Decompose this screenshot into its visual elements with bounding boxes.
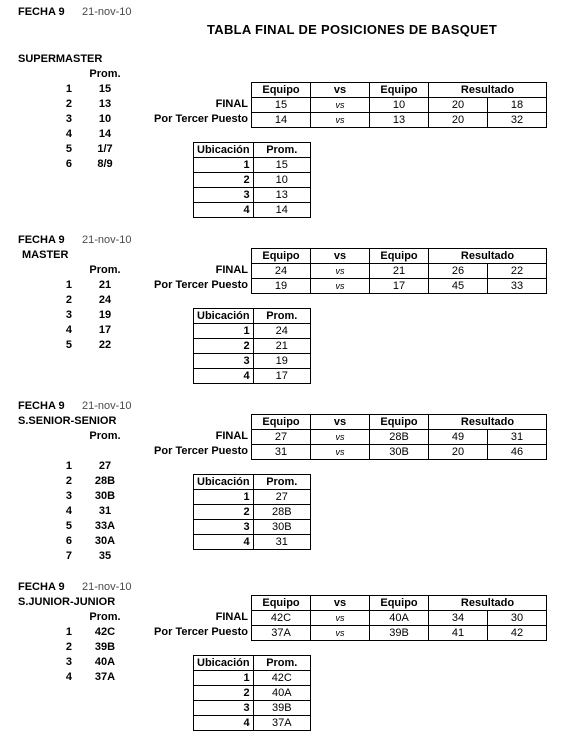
ubicacion-value: 31 xyxy=(253,535,310,550)
standing-value: 17 xyxy=(98,324,112,336)
table-row xyxy=(194,505,311,520)
standing-value: 27 xyxy=(98,460,112,472)
final-label: FINAL xyxy=(215,611,248,623)
vs-cell: vs xyxy=(311,445,370,460)
vs-cell: vs xyxy=(311,626,370,641)
team2-cell: 28B xyxy=(370,430,429,445)
table-row xyxy=(194,701,311,716)
ubicacion-pos: 4 xyxy=(194,535,254,550)
ubicacion-value: 42C xyxy=(253,671,310,686)
table-row xyxy=(252,445,547,460)
score2-cell: 18 xyxy=(488,98,547,113)
equipo-header: Equipo xyxy=(370,596,429,611)
resultado-header: Resultado xyxy=(429,83,547,98)
team2-cell: 30B xyxy=(370,445,429,460)
third-place-label: Por Tercer Puesto xyxy=(154,445,248,457)
ubicacion-table xyxy=(193,655,311,731)
third-place-label: Por Tercer Puesto xyxy=(154,626,248,638)
resultado-header: Resultado xyxy=(429,596,547,611)
team1-cell: 24 xyxy=(252,264,311,279)
final-label: FINAL xyxy=(215,264,248,276)
prom-header: Prom. xyxy=(253,143,310,158)
prom-header: Prom. xyxy=(253,656,310,671)
table-row xyxy=(252,626,547,641)
standing-pos: 3 xyxy=(65,656,72,668)
fecha-label: FECHA 9 xyxy=(18,234,65,246)
score2-cell: 42 xyxy=(488,626,547,641)
table-row xyxy=(252,98,547,113)
ubicacion-header: Ubicación xyxy=(194,656,254,671)
third-place-label: Por Tercer Puesto xyxy=(154,113,248,125)
fecha-date: 21-nov-10 xyxy=(82,6,132,18)
ubicacion-value: 30B xyxy=(253,520,310,535)
table-row xyxy=(194,173,311,188)
score1-cell: 20 xyxy=(429,113,488,128)
table-row xyxy=(194,490,311,505)
standing-value: 33A xyxy=(94,520,116,532)
standing-pos: 6 xyxy=(65,158,72,170)
ubicacion-table xyxy=(193,474,311,550)
team1-cell: 14 xyxy=(252,113,311,128)
ubicacion-pos: 3 xyxy=(194,354,254,369)
standing-pos: 2 xyxy=(65,475,72,487)
standing-pos: 1 xyxy=(65,279,72,291)
ubicacion-pos: 1 xyxy=(194,671,254,686)
final-label: FINAL xyxy=(215,98,248,110)
table-row xyxy=(194,339,311,354)
team1-cell: 27 xyxy=(252,430,311,445)
equipo-header: Equipo xyxy=(252,83,311,98)
ubicacion-value: 37A xyxy=(253,716,310,731)
ubicacion-value: 15 xyxy=(253,158,310,173)
standing-pos: 2 xyxy=(65,98,72,110)
standing-value: 19 xyxy=(98,309,112,321)
score2-cell: 22 xyxy=(488,264,547,279)
standing-pos: 1 xyxy=(65,83,72,95)
fecha-date: 21-nov-10 xyxy=(82,581,132,593)
standing-pos: 5 xyxy=(65,520,72,532)
prom-header: Prom. xyxy=(253,475,310,490)
table-row xyxy=(252,430,547,445)
table-row xyxy=(194,188,311,203)
standing-value: 10 xyxy=(98,113,112,125)
matches-table xyxy=(251,248,547,294)
standing-value: 1/7 xyxy=(97,143,113,155)
standing-value: 14 xyxy=(98,128,112,140)
equipo-header: Equipo xyxy=(252,249,311,264)
standing-value: 22 xyxy=(98,339,112,351)
category-name: SUPERMASTER xyxy=(18,53,103,65)
ubicacion-value: 28B xyxy=(253,505,310,520)
standing-value: 35 xyxy=(98,550,112,562)
ubicacion-pos: 4 xyxy=(194,369,254,384)
score1-cell: 45 xyxy=(429,279,488,294)
ubicacion-value: 14 xyxy=(253,203,310,218)
vs-cell: vs xyxy=(311,611,370,626)
score2-cell: 32 xyxy=(488,113,547,128)
resultado-header: Resultado xyxy=(429,249,547,264)
table-row xyxy=(252,264,547,279)
table-row xyxy=(194,535,311,550)
score1-cell: 34 xyxy=(429,611,488,626)
standing-value: 15 xyxy=(98,83,112,95)
vs-cell: vs xyxy=(311,430,370,445)
ubicacion-pos: 1 xyxy=(194,324,254,339)
ubicacion-pos: 3 xyxy=(194,701,254,716)
category-name: S.JUNIOR-JUNIOR xyxy=(18,596,116,608)
table-row xyxy=(194,671,311,686)
ubicacion-pos: 1 xyxy=(194,490,254,505)
standing-value: 21 xyxy=(98,279,112,291)
score2-cell: 33 xyxy=(488,279,547,294)
matches-table xyxy=(251,595,547,641)
table-row xyxy=(194,203,311,218)
ubicacion-value: 19 xyxy=(253,354,310,369)
ubicacion-value: 39B xyxy=(253,701,310,716)
resultado-header: Resultado xyxy=(429,415,547,430)
vs-cell: vs xyxy=(311,279,370,294)
score2-cell: 31 xyxy=(488,430,547,445)
fecha-label: FECHA 9 xyxy=(18,400,65,412)
standing-value: 28B xyxy=(94,475,116,487)
vs-header: vs xyxy=(311,596,370,611)
standing-pos: 3 xyxy=(65,309,72,321)
standing-value: 24 xyxy=(98,294,112,306)
standing-value: 42C xyxy=(94,626,116,638)
team2-cell: 17 xyxy=(370,279,429,294)
standing-value: 30A xyxy=(94,535,116,547)
ubicacion-header: Ubicación xyxy=(194,143,254,158)
team1-cell: 42C xyxy=(252,611,311,626)
team2-cell: 10 xyxy=(370,98,429,113)
standing-pos: 4 xyxy=(65,324,72,336)
category-name: MASTER xyxy=(22,249,69,261)
vs-cell: vs xyxy=(311,113,370,128)
team1-cell: 37A xyxy=(252,626,311,641)
prom-header: Prom. xyxy=(253,309,310,324)
standing-pos: 5 xyxy=(65,339,72,351)
fecha-date: 21-nov-10 xyxy=(82,400,132,412)
vs-cell: vs xyxy=(311,98,370,113)
table-row xyxy=(194,716,311,731)
ubicacion-table xyxy=(193,142,311,218)
vs-header: vs xyxy=(311,415,370,430)
equipo-header: Equipo xyxy=(252,596,311,611)
category-name: S.SENIOR-SENIOR xyxy=(18,415,117,427)
table-row xyxy=(252,113,547,128)
standing-pos: 3 xyxy=(65,490,72,502)
table-row xyxy=(252,611,547,626)
table-row xyxy=(194,324,311,339)
ubicacion-value: 24 xyxy=(253,324,310,339)
ubicacion-pos: 4 xyxy=(194,716,254,731)
team2-cell: 21 xyxy=(370,264,429,279)
standing-value: 39B xyxy=(94,641,116,653)
prom-header: Prom. xyxy=(89,68,121,80)
score1-cell: 49 xyxy=(429,430,488,445)
ubicacion-pos: 2 xyxy=(194,339,254,354)
prom-header: Prom. xyxy=(89,430,121,442)
ubicacion-pos: 3 xyxy=(194,520,254,535)
vs-header: vs xyxy=(311,83,370,98)
table-row xyxy=(194,158,311,173)
ubicacion-header: Ubicación xyxy=(194,309,254,324)
equipo-header: Equipo xyxy=(370,83,429,98)
standing-value: 37A xyxy=(94,671,116,683)
ubicacion-value: 13 xyxy=(253,188,310,203)
standing-pos: 5 xyxy=(65,143,72,155)
score2-cell: 46 xyxy=(488,445,547,460)
equipo-header: Equipo xyxy=(252,415,311,430)
ubicacion-value: 17 xyxy=(253,369,310,384)
prom-header: Prom. xyxy=(89,611,121,623)
ubicacion-pos: 2 xyxy=(194,686,254,701)
vs-cell: vs xyxy=(311,264,370,279)
standing-value: 31 xyxy=(98,505,112,517)
standing-pos: 4 xyxy=(65,505,72,517)
ubicacion-pos: 4 xyxy=(194,203,254,218)
standing-value: 13 xyxy=(98,98,112,110)
team1-cell: 31 xyxy=(252,445,311,460)
score1-cell: 26 xyxy=(429,264,488,279)
team1-cell: 19 xyxy=(252,279,311,294)
team1-cell: 15 xyxy=(252,98,311,113)
standing-pos: 1 xyxy=(65,460,72,472)
ubicacion-value: 27 xyxy=(253,490,310,505)
ubicacion-header: Ubicación xyxy=(194,475,254,490)
standing-pos: 2 xyxy=(65,294,72,306)
ubicacion-value: 40A xyxy=(253,686,310,701)
standing-pos: 4 xyxy=(65,671,72,683)
team2-cell: 13 xyxy=(370,113,429,128)
table-row xyxy=(252,279,547,294)
team2-cell: 40A xyxy=(370,611,429,626)
final-label: FINAL xyxy=(215,430,248,442)
vs-header: vs xyxy=(311,249,370,264)
table-row xyxy=(194,686,311,701)
equipo-header: Equipo xyxy=(370,249,429,264)
ubicacion-value: 10 xyxy=(253,173,310,188)
fecha-label: FECHA 9 xyxy=(18,581,65,593)
standing-pos: 3 xyxy=(65,113,72,125)
standing-value: 30B xyxy=(94,490,116,502)
standing-pos: 4 xyxy=(65,128,72,140)
page-title: TABLA FINAL DE POSICIONES DE BASQUET xyxy=(207,22,498,37)
standing-value: 40A xyxy=(94,656,116,668)
ubicacion-pos: 1 xyxy=(194,158,254,173)
matches-table xyxy=(251,82,547,128)
standing-pos: 6 xyxy=(65,535,72,547)
score2-cell: 30 xyxy=(488,611,547,626)
standing-pos: 2 xyxy=(65,641,72,653)
ubicacion-pos: 2 xyxy=(194,173,254,188)
table-row xyxy=(194,520,311,535)
equipo-header: Equipo xyxy=(370,415,429,430)
score1-cell: 20 xyxy=(429,98,488,113)
table-row xyxy=(194,369,311,384)
score1-cell: 20 xyxy=(429,445,488,460)
ubicacion-pos: 2 xyxy=(194,505,254,520)
score1-cell: 41 xyxy=(429,626,488,641)
prom-header: Prom. xyxy=(89,264,121,276)
fecha-label: FECHA 9 xyxy=(18,6,65,18)
standing-pos: 1 xyxy=(65,626,72,638)
ubicacion-value: 21 xyxy=(253,339,310,354)
fecha-date: 21-nov-10 xyxy=(82,234,132,246)
matches-table xyxy=(251,414,547,460)
third-place-label: Por Tercer Puesto xyxy=(154,279,248,291)
ubicacion-pos: 3 xyxy=(194,188,254,203)
ubicacion-table xyxy=(193,308,311,384)
team2-cell: 39B xyxy=(370,626,429,641)
table-row xyxy=(194,354,311,369)
standing-value: 8/9 xyxy=(97,158,113,170)
standing-pos: 7 xyxy=(65,550,72,562)
